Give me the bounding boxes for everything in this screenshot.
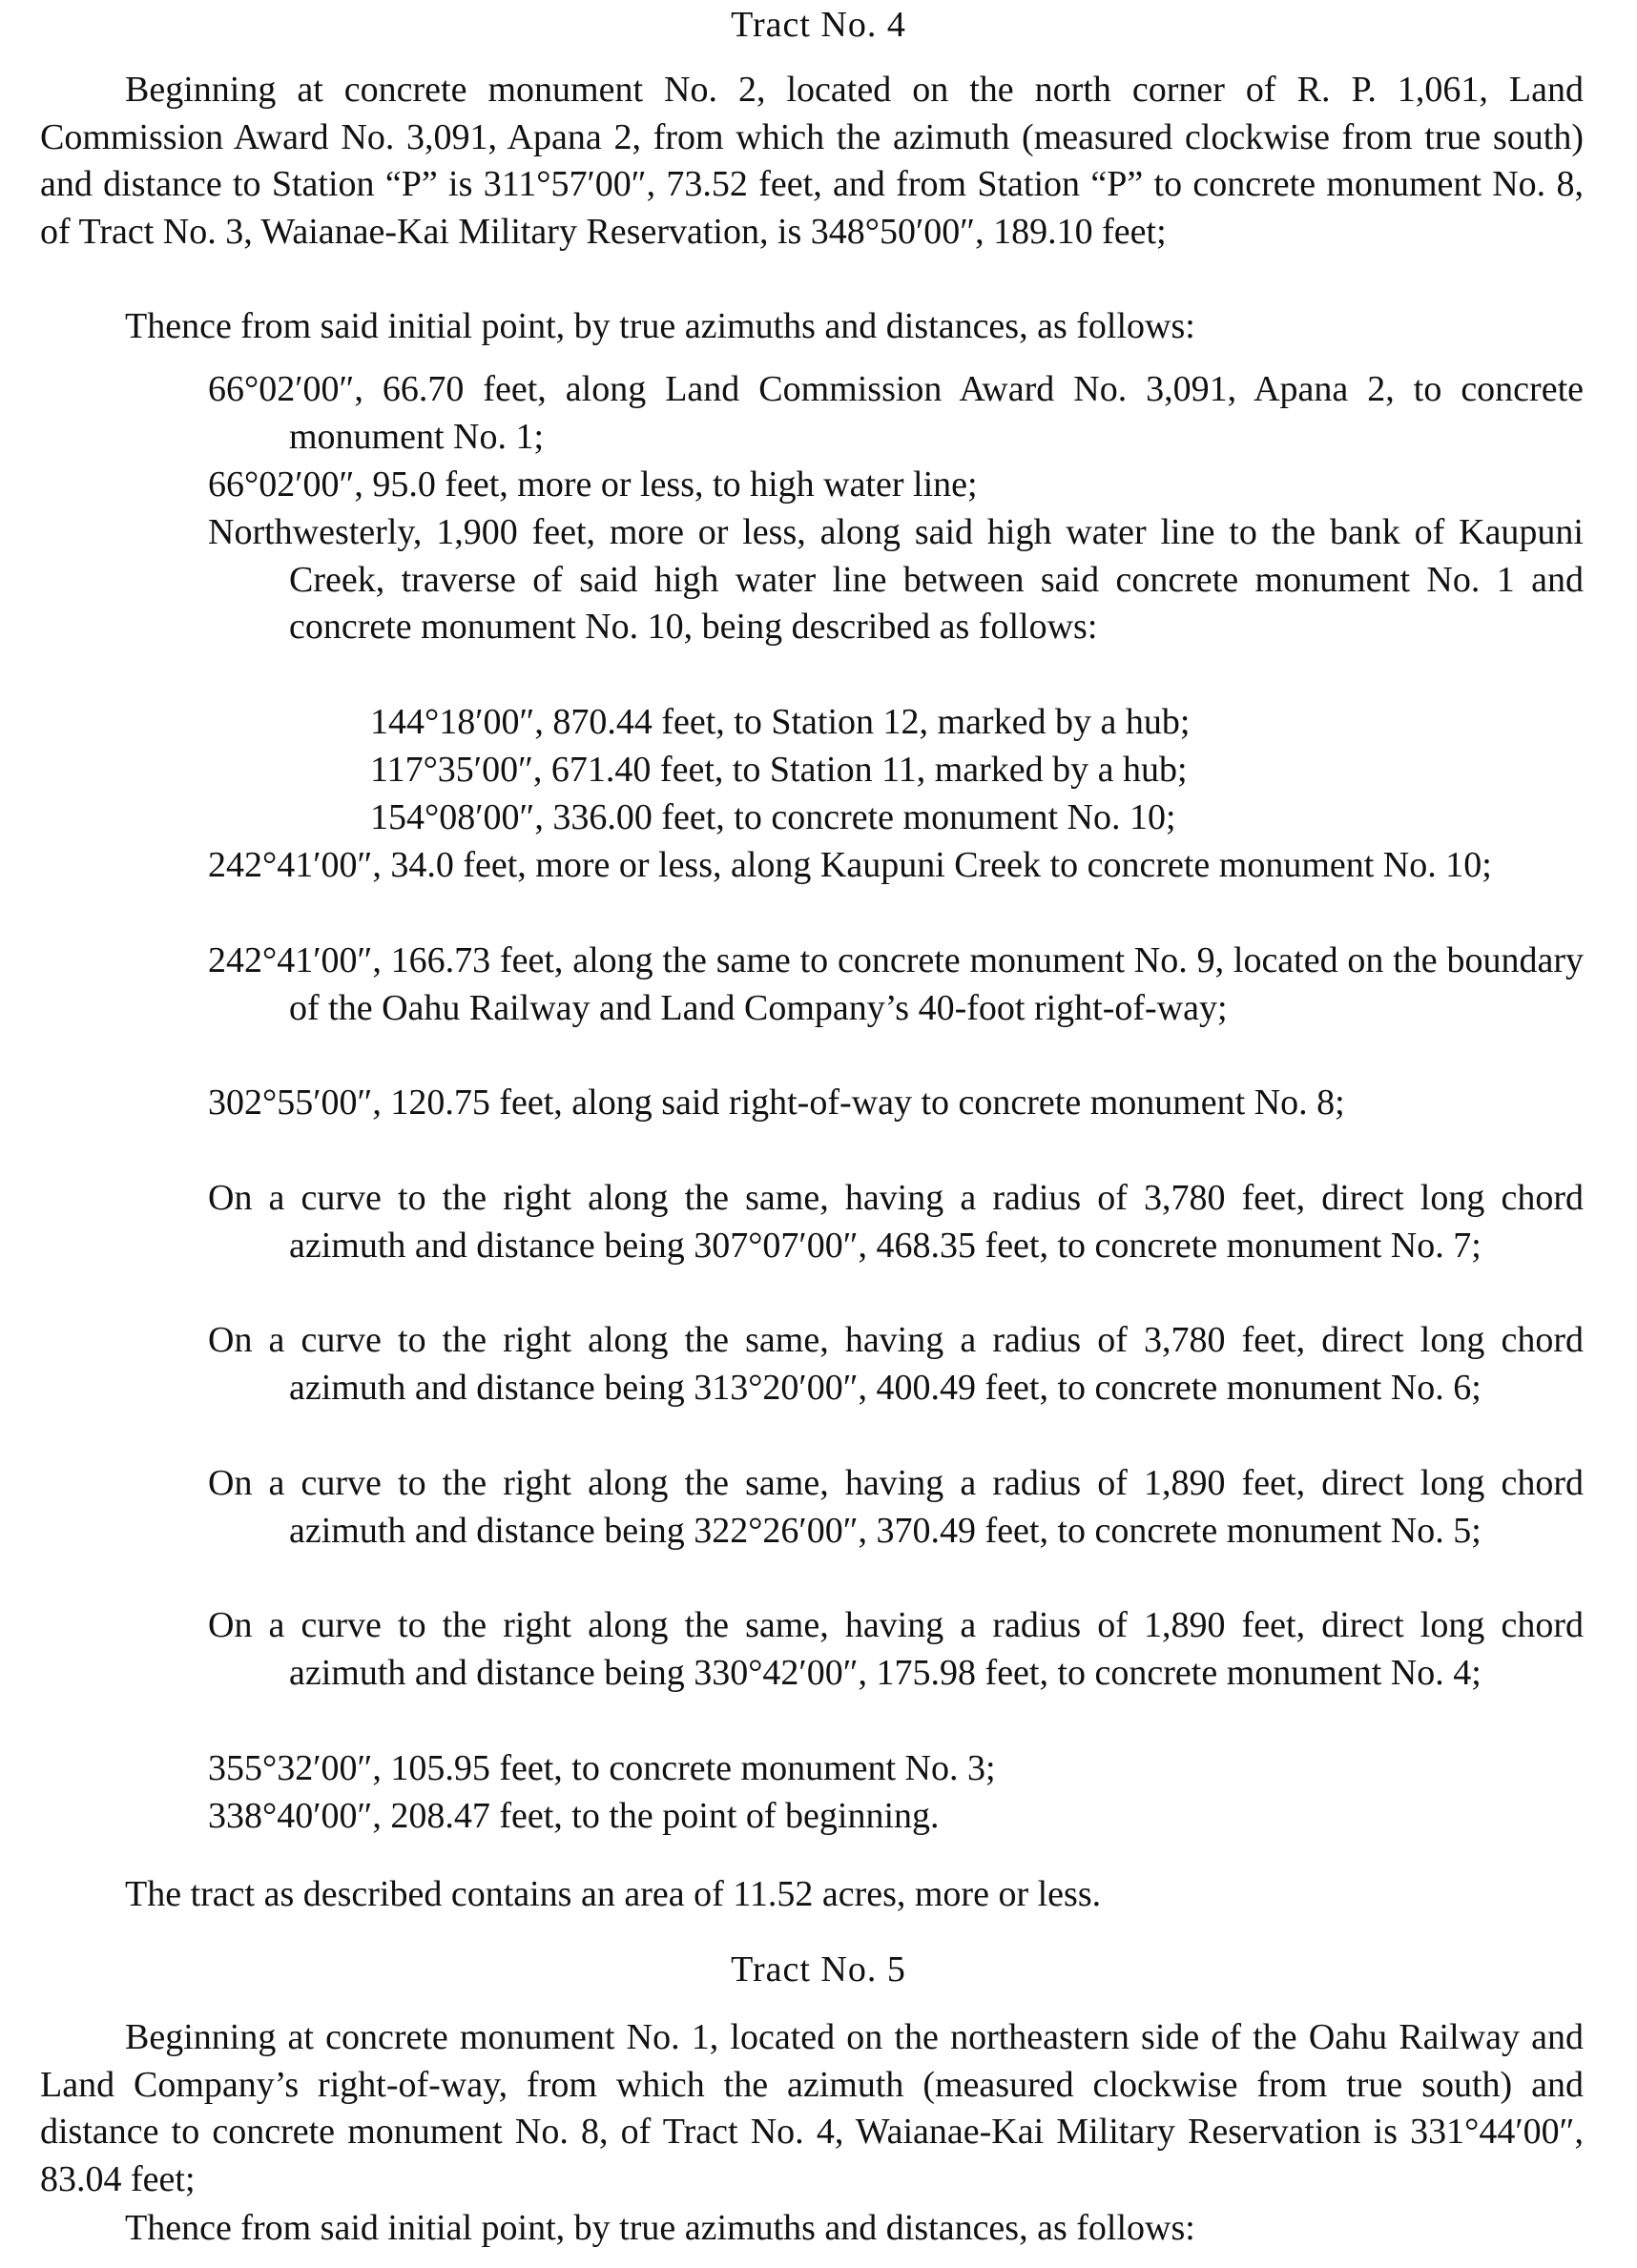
tract-4-intro: Beginning at concrete monument No. 2, located on the north corner of R. P. 1,061, Land Commission Award No. 3,091, Apana 2, from which the azimuth (measured clockwise from true south) and distance to Station “P” is 311°57′00″, 73.52 feet, and from Station “P” to concrete monument No. 8, of Tract No. 3, Waianae-Kai Military Reservation, is 348°50′00″, 189.10 feet; bbox=[40, 70, 1584, 253]
tract-4-course-5: 242°41′00″, 166.73 feet, along the same to concrete monument No. 9, located on the boundary of the Oahu Railway and Land Company’s 40-foot right-of-way; bbox=[208, 940, 1584, 1028]
tract-4-course-11: 355°32′00″, 105.95 feet, to concrete monument No. 3; bbox=[208, 1748, 996, 1788]
tract-4-course-8: On a curve to the right along the same, having a radius of 3,780 feet, direct long chord azimuth and distance being 313°20′00″, 400.49 feet, to concrete monument No. 6; bbox=[208, 1320, 1584, 1408]
tract-4-heading-text: Tract No. 4 bbox=[731, 5, 906, 45]
tract-4-course-4: 242°41′00″, 34.0 feet, more or less, along Kaupuni Creek to concrete monument No. 10; bbox=[208, 845, 1492, 885]
tract-4-course-6: 302°55′00″, 120.75 feet, along said right-of-way to concrete monument No. 8; bbox=[208, 1082, 1345, 1123]
tract-4-thence: Thence from said initial point, by true azimuths and distances, as follows: bbox=[125, 306, 1195, 346]
tract-5-heading bbox=[0, 1948, 1637, 1990]
tract-5-thence: Thence from said initial point, by true azimuths and distances, as follows: bbox=[125, 2208, 1195, 2248]
tract-4-traverse-2: 117°35′00″, 671.40 feet, to Station 11, marked by a hub; bbox=[370, 750, 1188, 790]
tract-4-traverse-1: 144°18′00″, 870.44 feet, to Station 12, marked by a hub; bbox=[370, 702, 1191, 742]
tract-4-course-10: On a curve to the right along the same, having a radius of 1,890 feet, direct long chord azimuth and distance being 330°42′00″, 175.98 feet, to concrete monument No. 4; bbox=[208, 1605, 1584, 1693]
tract-4-course-2: 66°02′00″, 95.0 feet, more or less, to high water line; bbox=[208, 464, 978, 505]
tract-4-area: The tract as described contains an area of 11.52 acres, more or less. bbox=[125, 1874, 1102, 1914]
tract-4-course-1: 66°02′00″, 66.70 feet, along Land Commission Award No. 3,091, Apana 2, to concrete monument No. 1; bbox=[208, 369, 1584, 457]
tract-4-course-9: On a curve to the right along the same, having a radius of 1,890 feet, direct long chord azimuth and distance being 322°26′00″, 370.49 feet, to concrete monument No. 5; bbox=[208, 1463, 1584, 1551]
tract-4-course-3: Northwesterly, 1,900 feet, more or less, along said high water line to the bank of Kaupuni Creek, traverse of said high water line between said concrete monument No. 1 and concrete monument No. 10, being described as follows: bbox=[208, 512, 1584, 648]
tract-4-traverse-3: 154°08′00″, 336.00 feet, to concrete monument No. 10; bbox=[370, 797, 1176, 837]
tract-4-course-12: 338°40′00″, 208.47 feet, to the point of beginning. bbox=[208, 1796, 940, 1836]
tract-5-intro: Beginning at concrete monument No. 1, located on the northeastern side of the Oahu Railway and Land Company’s right-of-way, from which the azimuth (measured clockwise from true south) and distance to concrete monument No. 8, of Tract No. 4, Waianae-Kai Military Reservation is 331°44′00″, 83.04 feet; bbox=[40, 2017, 1584, 2200]
tract-4-heading bbox=[0, 4, 1637, 46]
tract-5-heading-text: Tract No. 5 bbox=[731, 1949, 906, 1990]
tract-4-course-7: On a curve to the right along the same, having a radius of 3,780 feet, direct long chord azimuth and distance being 307°07′00″, 468.35 feet, to concrete monument No. 7; bbox=[208, 1178, 1584, 1266]
